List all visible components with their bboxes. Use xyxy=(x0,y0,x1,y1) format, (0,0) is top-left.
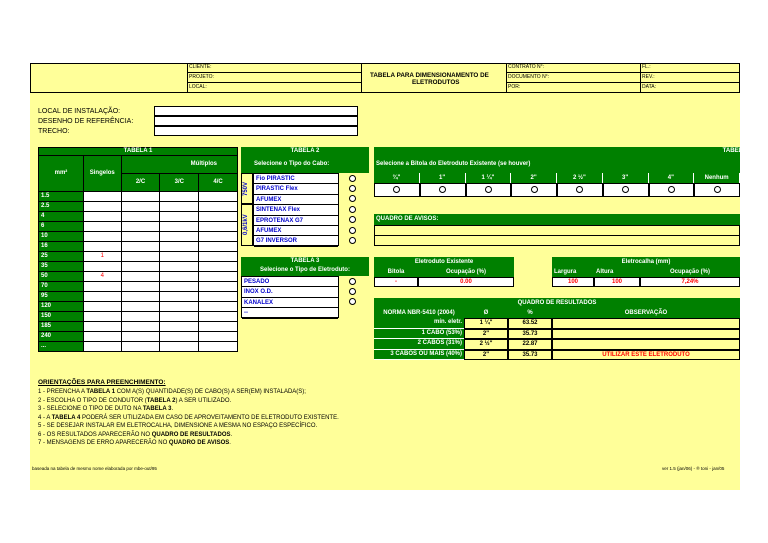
multiplos-input[interactable] xyxy=(160,262,199,272)
orientacao-text: 4 - A xyxy=(38,414,52,421)
fl-label: FL.: xyxy=(642,64,651,70)
mm2-cell: 35 xyxy=(39,262,84,272)
singelos-input[interactable] xyxy=(83,332,121,342)
orientacao-line xyxy=(38,406,173,412)
duto-list[interactable] xyxy=(241,276,339,318)
bitola-header: 1 ¼" xyxy=(466,173,512,183)
orientacoes-title: ORIENTAÇÕES PARA PREENCHIMENTO: xyxy=(38,379,166,386)
resultado-diam: 2 ½" xyxy=(464,339,508,350)
duto-radio[interactable] xyxy=(349,298,356,305)
group2-label: 0,6/1kV xyxy=(243,214,249,235)
multiplos-input[interactable] xyxy=(199,212,238,222)
multiplos-input[interactable] xyxy=(160,302,199,312)
bitola-radio-cell xyxy=(420,183,466,197)
resultado-obs: UTILIZAR ESTE ELETRODUTO xyxy=(552,350,740,361)
ocupacao-calha-label: Ocupação (%) xyxy=(640,267,740,277)
singelos-input[interactable] xyxy=(83,232,121,242)
logo-cell xyxy=(30,63,188,93)
duto-option[interactable]: PESADO xyxy=(242,277,338,287)
bitola-radio-cell xyxy=(649,183,695,197)
tabela1-row xyxy=(39,342,238,352)
bitola-value-text: - xyxy=(395,279,397,285)
multiplos-input[interactable] xyxy=(199,312,238,322)
cabo-option[interactable]: PIRASTIC Flex xyxy=(254,184,338,194)
multiplos-input[interactable] xyxy=(199,332,238,342)
orientacao-line xyxy=(38,423,317,429)
cabo-option[interactable]: G7 INVERSOR xyxy=(254,236,338,246)
mm2-cell: 150 xyxy=(39,312,84,322)
multiplos-input[interactable] xyxy=(199,292,238,302)
orientacao-text: 1 - PREENCHA A xyxy=(38,389,87,395)
multiplos-input[interactable] xyxy=(199,222,238,232)
title-line1: TABELA PARA DIMENSIONAMENTO DE xyxy=(370,72,489,79)
group2-side xyxy=(241,204,253,246)
bitola-header: 2 ½" xyxy=(557,173,603,183)
multiplos-input[interactable] xyxy=(199,342,238,352)
resultado-obs xyxy=(552,339,740,350)
orientacao-bold: TABELA 3 xyxy=(142,406,172,412)
mm2-cell: 185 xyxy=(39,322,84,332)
mm2-cell: 120 xyxy=(39,302,84,312)
tabela1-row xyxy=(39,312,238,322)
multiplos-input[interactable] xyxy=(121,262,160,272)
ocupacao-calha-value xyxy=(640,277,740,287)
mm2-cell: 1.5 xyxy=(39,192,84,202)
resultado-diam: 1 ¼" xyxy=(464,318,508,329)
mm2-cell: ... xyxy=(39,342,84,352)
multiplos-input[interactable] xyxy=(121,222,160,232)
cabo-option[interactable]: AFUMEX xyxy=(254,195,338,205)
contrato-label: CONTRATO N°: xyxy=(508,64,544,70)
footer-left: baseada na tabela de mesmo nome elaborada por mbe-out/95 xyxy=(32,466,157,471)
bitola-radio-cell xyxy=(603,183,649,197)
singelos-input[interactable] xyxy=(83,312,121,322)
multiplos-input[interactable] xyxy=(199,302,238,312)
multiplos-input[interactable] xyxy=(121,302,160,312)
bitola-radio[interactable] xyxy=(622,186,629,193)
por-cell[interactable] xyxy=(506,82,641,93)
bitola-radio[interactable] xyxy=(576,186,583,193)
eletrocalha-title: Eletrocalha (mm) xyxy=(552,257,740,267)
ocupacao-calha-value-text: 7,24% xyxy=(681,279,699,285)
bitola-radio-cell xyxy=(694,183,740,197)
document-header xyxy=(30,63,740,93)
group1-side xyxy=(241,173,253,204)
multiplos-input[interactable] xyxy=(121,232,160,242)
multiplos-header: Múltiplos xyxy=(121,156,237,174)
obs-header: OBSERVAÇÃO xyxy=(552,308,740,318)
multiplos-input[interactable] xyxy=(160,332,199,342)
multiplos-input[interactable] xyxy=(121,252,160,262)
diam-header: Ø xyxy=(464,308,508,318)
ocupacao-existente-value xyxy=(418,277,514,287)
resultados-title: QUADRO DE RESULTADOS xyxy=(374,298,740,308)
cabo-option[interactable]: SINTENAX Flex xyxy=(254,205,338,215)
altura-label: Altura xyxy=(594,267,640,277)
group1-label: 750V xyxy=(243,181,249,196)
c4-header: 4/C xyxy=(199,174,238,192)
bitola-label: Bitola xyxy=(374,267,418,277)
norma-label: NORMA NBR-5410 (2004) xyxy=(374,308,464,318)
multiplos-input[interactable] xyxy=(160,202,199,212)
singelos-header: Singelos xyxy=(83,156,121,192)
resultado-label: 1 CABO (53%) xyxy=(374,329,464,340)
orientacao-bold: TABELA 4 xyxy=(51,414,81,421)
orientacao-line xyxy=(38,389,306,395)
duto-option[interactable]: INOX O.D. xyxy=(242,287,338,297)
local-instalacao-label: LOCAL DE INSTALAÇÃO: xyxy=(38,108,121,115)
ocupacao-existente-value-text: 0.00 xyxy=(460,279,472,285)
multiplos-input[interactable] xyxy=(160,252,199,262)
documento-label: DOCUMENTO N°: xyxy=(508,74,550,80)
resultado-label: 2 CABOS (31%) xyxy=(374,339,464,350)
avisos-line2 xyxy=(374,235,740,246)
mm2-header: mm² xyxy=(39,156,84,192)
resultado-pct: 63.52 xyxy=(508,318,552,329)
multiplos-input[interactable] xyxy=(121,272,160,282)
resultado-pct: 35.73 xyxy=(508,329,552,340)
multiplos-input[interactable] xyxy=(199,232,238,242)
cabo-radio[interactable] xyxy=(349,185,356,192)
duto-radio[interactable] xyxy=(349,278,356,285)
bitola-radio[interactable] xyxy=(439,186,446,193)
multiplos-input[interactable] xyxy=(160,312,199,322)
multiplos-input[interactable] xyxy=(199,242,238,252)
singelos-input[interactable] xyxy=(83,262,121,272)
orientacao-text: 7 - MENSAGENS DE ERRO APARECERÃO NO xyxy=(38,440,169,446)
local-cell[interactable] xyxy=(187,82,362,93)
bitola-radio[interactable] xyxy=(485,186,492,193)
spreadsheet-sheet xyxy=(30,63,752,490)
multiplos-input[interactable] xyxy=(121,282,160,292)
mm2-cell: 95 xyxy=(39,292,84,302)
local-instalacao-input[interactable] xyxy=(154,106,358,116)
data-label: DATA: xyxy=(642,84,656,90)
singelos-input[interactable] xyxy=(83,202,121,212)
tabela1-row xyxy=(39,292,238,302)
tabela1-title: TABELA 1 xyxy=(39,148,238,156)
tabela2-subtitle-text: Selecione o Tipo do Cabo: xyxy=(254,161,330,167)
orientacao-text: . xyxy=(171,406,174,412)
tabela3-title: TABELA 3 xyxy=(241,257,369,265)
por-label: POR: xyxy=(508,84,521,90)
bitola-header: 1" xyxy=(420,173,466,183)
tabela2-title: TABELA 2 xyxy=(241,147,369,155)
cabo-radio[interactable] xyxy=(349,175,356,182)
tabela4-title xyxy=(374,147,752,155)
mm2-cell: 2.5 xyxy=(39,202,84,212)
singelos-input[interactable] xyxy=(83,192,121,202)
orientacao-text: ) A SER UTILIZADO. xyxy=(175,397,232,404)
duto-radio-column xyxy=(339,276,369,318)
multiplos-input[interactable] xyxy=(199,192,238,202)
mm2-cell: 70 xyxy=(39,282,84,292)
c2-header: 2/C xyxy=(121,174,160,192)
multiplos-input[interactable] xyxy=(199,322,238,332)
mm2-cell: 240 xyxy=(39,332,84,342)
duto-option[interactable]: -- xyxy=(242,308,338,318)
tabela3-subtitle: Selecione o Tipo de Eletroduto: xyxy=(241,265,369,276)
tabela4-subtitle: Selecione a Bitola do Eletroduto Existente (se houver) xyxy=(374,155,740,173)
trecho-label: TRECHO: xyxy=(38,128,70,135)
trecho-input[interactable] xyxy=(154,126,358,136)
avisos-title: QUADRO DE AVISOS: xyxy=(374,214,740,225)
tabela1-row xyxy=(39,222,238,232)
bitola-header: 2" xyxy=(511,173,557,183)
resultado-pct: 22.87 xyxy=(508,339,552,350)
orientacao-line xyxy=(38,415,339,421)
multiplos-input[interactable] xyxy=(121,192,160,202)
singelos-input[interactable] xyxy=(83,292,121,302)
tabela1-row xyxy=(39,202,238,212)
bitola-radio-cell xyxy=(466,183,512,197)
duto-radio[interactable] xyxy=(349,288,356,295)
orientacao-bold: QUADRO DE AVISOS xyxy=(168,440,230,446)
multiplos-input[interactable] xyxy=(160,272,199,282)
singelos-input[interactable]: 4 xyxy=(83,272,121,282)
orientacao-text: COM A(S) QUANTIDADE(S) DE CABO(S) A SER(EM) INSTALADA(S); xyxy=(115,389,306,395)
multiplos-input[interactable] xyxy=(121,312,160,322)
cabo-radio[interactable] xyxy=(349,216,356,223)
mm2-cell: 25 xyxy=(39,252,84,262)
multiplos-input[interactable] xyxy=(121,292,160,302)
largura-label: Largura xyxy=(552,267,594,277)
tabela1-row xyxy=(39,192,238,202)
orientacao-text: 3 - SELECIONE O TIPO DE DUTO NA xyxy=(38,406,143,412)
tabela1-row xyxy=(39,242,238,252)
bitola-header: Nenhum xyxy=(694,173,740,183)
multiplos-input[interactable] xyxy=(160,292,199,302)
multiplos-input[interactable] xyxy=(199,282,238,292)
singelos-input[interactable] xyxy=(83,302,121,312)
orientacao-bold: QUADRO DE RESULTADOS xyxy=(151,431,231,438)
multiplos-input[interactable] xyxy=(160,192,199,202)
singelos-input[interactable] xyxy=(83,282,121,292)
resultado-label: mín. eletr. xyxy=(374,318,464,329)
tabela1-row xyxy=(39,252,238,262)
bitola-radio-cell xyxy=(511,183,557,197)
mm2-cell: 50 xyxy=(39,272,84,282)
multiplos-input[interactable] xyxy=(199,252,238,262)
mm2-cell: 4 xyxy=(39,212,84,222)
tabela1-row xyxy=(39,212,238,222)
resultado-diam: 2" xyxy=(464,350,508,361)
c3-header: 3/C xyxy=(160,174,199,192)
bitola-header: 4" xyxy=(649,173,695,183)
eletroduto-existente-title: Eletroduto Existente xyxy=(374,257,514,267)
resultado-diam: 2" xyxy=(464,329,508,340)
altura-value: 100 xyxy=(611,279,622,285)
singelos-input[interactable] xyxy=(83,242,121,252)
duto-option[interactable]: KANALEX xyxy=(242,298,338,308)
tabela1-row xyxy=(39,302,238,312)
cabo-radio[interactable] xyxy=(349,195,356,202)
bitola-radio-cell xyxy=(374,183,420,197)
multiplos-input[interactable] xyxy=(160,242,199,252)
orientacao-bold: TABELA 2 xyxy=(146,397,176,404)
orientacao-text: . xyxy=(230,431,233,438)
mm2-cell: 16 xyxy=(39,242,84,252)
multiplos-input[interactable] xyxy=(121,202,160,212)
ocupacao-existente-label: Ocupação (%) xyxy=(418,267,514,277)
tabela1-row xyxy=(39,272,238,282)
resultados-rows xyxy=(374,318,740,360)
footer-right: ver 1.5 (jan/06) - ® toni - jan/05 xyxy=(662,466,725,471)
multiplos-input[interactable] xyxy=(199,262,238,272)
bitola-header: ¾" xyxy=(374,173,420,183)
bitola-radio-row xyxy=(374,183,740,197)
mm2-cell: 10 xyxy=(39,232,84,242)
resultado-obs xyxy=(552,318,740,329)
orientacao-text: PODERÁ SER UTILIZADA EM CASO DE APROVEITAMENTO DE ELETRODUTO EXISTENTE. xyxy=(80,414,339,421)
singelos-input[interactable] xyxy=(83,222,121,232)
pct-header: % xyxy=(508,308,552,318)
cabo-list[interactable] xyxy=(253,173,339,246)
bitola-radio[interactable] xyxy=(531,186,538,193)
multiplos-input[interactable] xyxy=(160,232,199,242)
largura-input[interactable] xyxy=(552,277,594,287)
cabo-option[interactable]: AFUMEX xyxy=(254,226,338,236)
desenho-referencia-input[interactable] xyxy=(154,116,358,126)
multiplos-input[interactable] xyxy=(121,322,160,332)
local-label: LOCAL: xyxy=(189,84,207,90)
multiplos-input[interactable] xyxy=(121,212,160,222)
rev-label: REV.: xyxy=(642,74,655,80)
orientacao-text: 6 - OS RESULTADOS APARECERÃO NO xyxy=(38,431,152,438)
cabo-radio-column xyxy=(339,173,369,246)
bitola-radio[interactable] xyxy=(668,186,675,193)
resultado-obs xyxy=(552,329,740,340)
cabo-radio[interactable] xyxy=(349,237,356,244)
bitola-radio-cell xyxy=(557,183,603,197)
cabo-option[interactable]: Fio PIRASTIC xyxy=(254,174,338,184)
singelos-input[interactable] xyxy=(83,342,121,352)
orientacao-bold: TABELA 1 xyxy=(86,389,116,395)
multiplos-input[interactable] xyxy=(121,342,160,352)
tabela1-row xyxy=(39,332,238,342)
altura-input[interactable] xyxy=(594,277,640,287)
tabela1-row xyxy=(39,262,238,272)
multiplos-input[interactable] xyxy=(121,242,160,252)
cabo-radio[interactable] xyxy=(349,206,356,213)
resultado-label: 3 CABOS OU MAIS (40%) xyxy=(374,350,464,361)
orientacao-line xyxy=(38,432,232,438)
title-line2: ELETRODUTOS xyxy=(412,79,460,86)
multiplos-input[interactable] xyxy=(160,222,199,232)
multiplos-input[interactable] xyxy=(199,272,238,282)
multiplos-input[interactable] xyxy=(160,212,199,222)
tabela4-title-text: TABELA 4 xyxy=(722,148,752,154)
orientacao-text: 5 - SE DESEJAR INSTALAR EM ELETROCALHA, DIMENSIONE A MESMA NO ESPAÇO ESPECÍFICO. xyxy=(38,423,318,429)
cabo-radio[interactable] xyxy=(349,227,356,234)
singelos-input[interactable]: 1 xyxy=(83,252,121,262)
cliente-label: CLIENTE: xyxy=(189,64,212,70)
multiplos-input[interactable] xyxy=(160,342,199,352)
multiplos-input[interactable] xyxy=(121,332,160,342)
largura-value: 100 xyxy=(567,279,578,285)
bitola-value xyxy=(374,277,418,287)
resultado-pct: 35.73 xyxy=(508,350,552,361)
mm2-cell: 6 xyxy=(39,222,84,232)
singelos-input[interactable] xyxy=(83,212,121,222)
orientacao-line xyxy=(38,398,231,404)
multiplos-input[interactable] xyxy=(160,322,199,332)
orientacao-text: 2 - ESCOLHA O TIPO DE CONDUTOR ( xyxy=(38,397,147,404)
orientacao-line xyxy=(38,440,231,446)
tabela1-row xyxy=(39,232,238,242)
multiplos-input[interactable] xyxy=(199,202,238,212)
bitola-radio[interactable] xyxy=(714,186,721,193)
singelos-input[interactable] xyxy=(83,322,121,332)
cabo-option[interactable]: EPROTENAX G7 xyxy=(254,216,338,226)
bitola-radio[interactable] xyxy=(393,186,400,193)
tabela1-row xyxy=(39,322,238,332)
bitola-header-row xyxy=(374,173,740,183)
bitola-header: 3" xyxy=(603,173,649,183)
projeto-label: PROJETO: xyxy=(189,74,214,80)
desenho-referencia-label: DESENHO DE REFERÊNCIA: xyxy=(38,118,134,125)
orientacao-text: . xyxy=(229,440,231,446)
multiplos-input[interactable] xyxy=(160,282,199,292)
tabela1-row xyxy=(39,282,238,292)
